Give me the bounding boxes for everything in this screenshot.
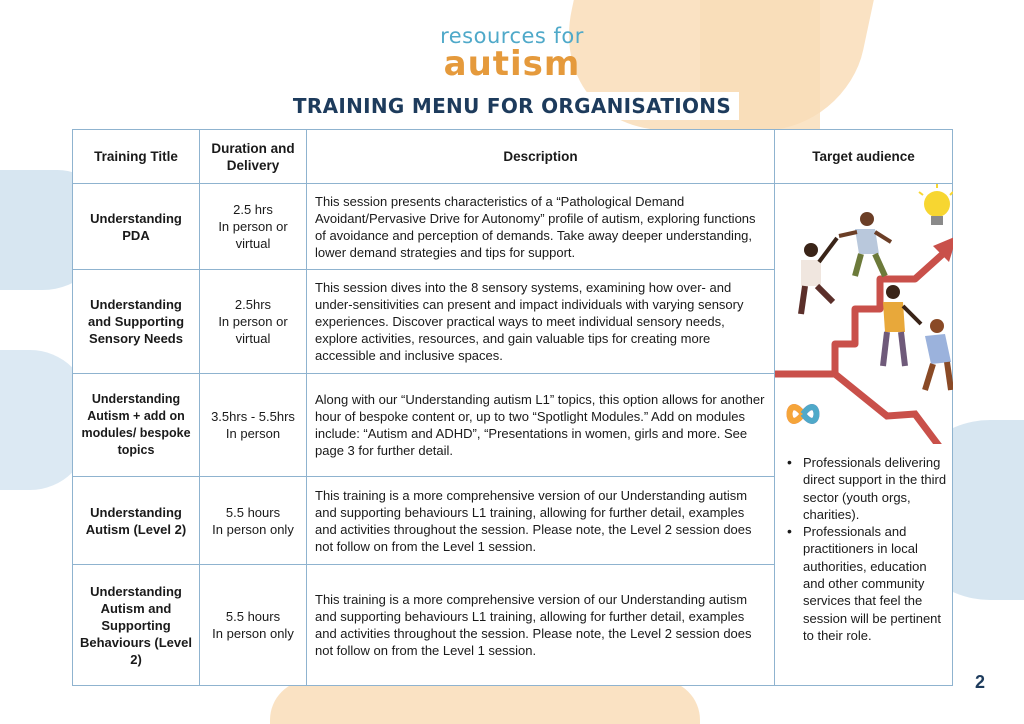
row-description: This session dives into the 8 sensory systems, examining how over- and under-sensitivities can present and impact individuals with varying sensory experiences. Discover practical ways to meet individual sensory needs, explore activities, resources, and gain valuable tips for creating more accessible and inclusive spaces. [307,270,775,374]
row-duration [200,565,307,686]
header-description: Description [307,130,775,184]
duration-line: 2.5hrs [234,297,272,312]
training-menu-table [72,129,953,686]
lightbulb-icon [919,184,953,225]
duration-line: virtual [235,331,271,346]
target-audience-list [781,454,949,644]
duration-line: In person or [218,314,288,329]
page-title: TRAINING MENU FOR ORGANISATIONS [285,92,739,120]
duration-line: In person [225,426,281,441]
list-item: • Professionals and practitioners in local authorities, education and other community services that feel the session will be pertinent to their role. [781,523,949,644]
row-duration [200,477,307,565]
table-row [73,184,953,270]
header-duration [200,130,307,184]
target-audience-cell [775,184,953,686]
row-title: Understanding Autism and Supporting Behaviours (Level 2) [73,565,200,686]
header-training-title: Training Title [73,130,200,184]
row-description: This training is a more comprehensive version of our Understanding autism and supporting behaviours L1 training, allowing for further detail, examples and activities throughout the session. Please note, the Level 2 session does not follow on from the Level 1 session. [307,565,775,686]
header-target-audience: Target audience [775,130,953,184]
duration-line: 5.5 hours [225,609,281,624]
duration-line: virtual [235,236,271,251]
duration-line: 3.5hrs - 5.5hrs [211,409,295,424]
duration-line: 5.5 hours [225,504,281,520]
duration-line: In person only [212,521,294,537]
logo [0,24,1024,84]
duration-line: 2.5 hrs [233,202,273,217]
row-title: Understanding PDA [73,184,200,270]
person-reaching-icon [925,319,951,390]
duration-line: In person or [218,219,288,234]
row-duration [200,270,307,374]
row-title: Understanding and Supporting Sensory Needs [73,270,200,374]
background-paint-peach [270,680,700,724]
row-description: Along with our “Understanding autism L1” topics, this option allows for another hour of bespoke content or, up to two “Spotlight Modules.” Add on modules include: “Autism and ADHD”, “Presentations in women, girls and more. See page 3 for further detail. [307,374,775,477]
teamwork-illustration [775,184,953,444]
row-duration [200,374,307,477]
duration-line: In person only [212,626,294,641]
table-header-row [73,130,953,184]
header-duration-label: Duration and Delivery [211,140,295,173]
row-description: This training is a more comprehensive version of our Understanding autism and supporting behaviours L1 training, allowing for further detail, examples and activities throughout the session. Please note, the Level 2 session does not follow on from the Level 1 session. [307,477,775,565]
row-duration [200,184,307,270]
row-description: This session presents characteristics of a “Pathological Demand Avoidant/Pervasive Drive for Autonomy” profile of autism, exploring functions of avoidance and perception of demands. Take away deeper understanding, lower demand strategies and tips for support. [307,184,775,270]
row-title: Understanding Autism + add on modules/ bespoke topics [73,374,200,477]
person-pulling-icon [883,285,921,366]
person-helping-icon [839,212,891,276]
infinity-icon [790,407,817,421]
logo-bottom-text: autism [443,44,581,84]
logo-top-text: resources for [440,24,584,48]
person-climbing-icon [801,238,837,314]
row-title: Understanding Autism (Level 2) [73,477,200,565]
list-item: • Professionals delivering direct support in the third sector (youth orgs, charities). [781,454,949,523]
page-number: 2 [975,672,986,692]
